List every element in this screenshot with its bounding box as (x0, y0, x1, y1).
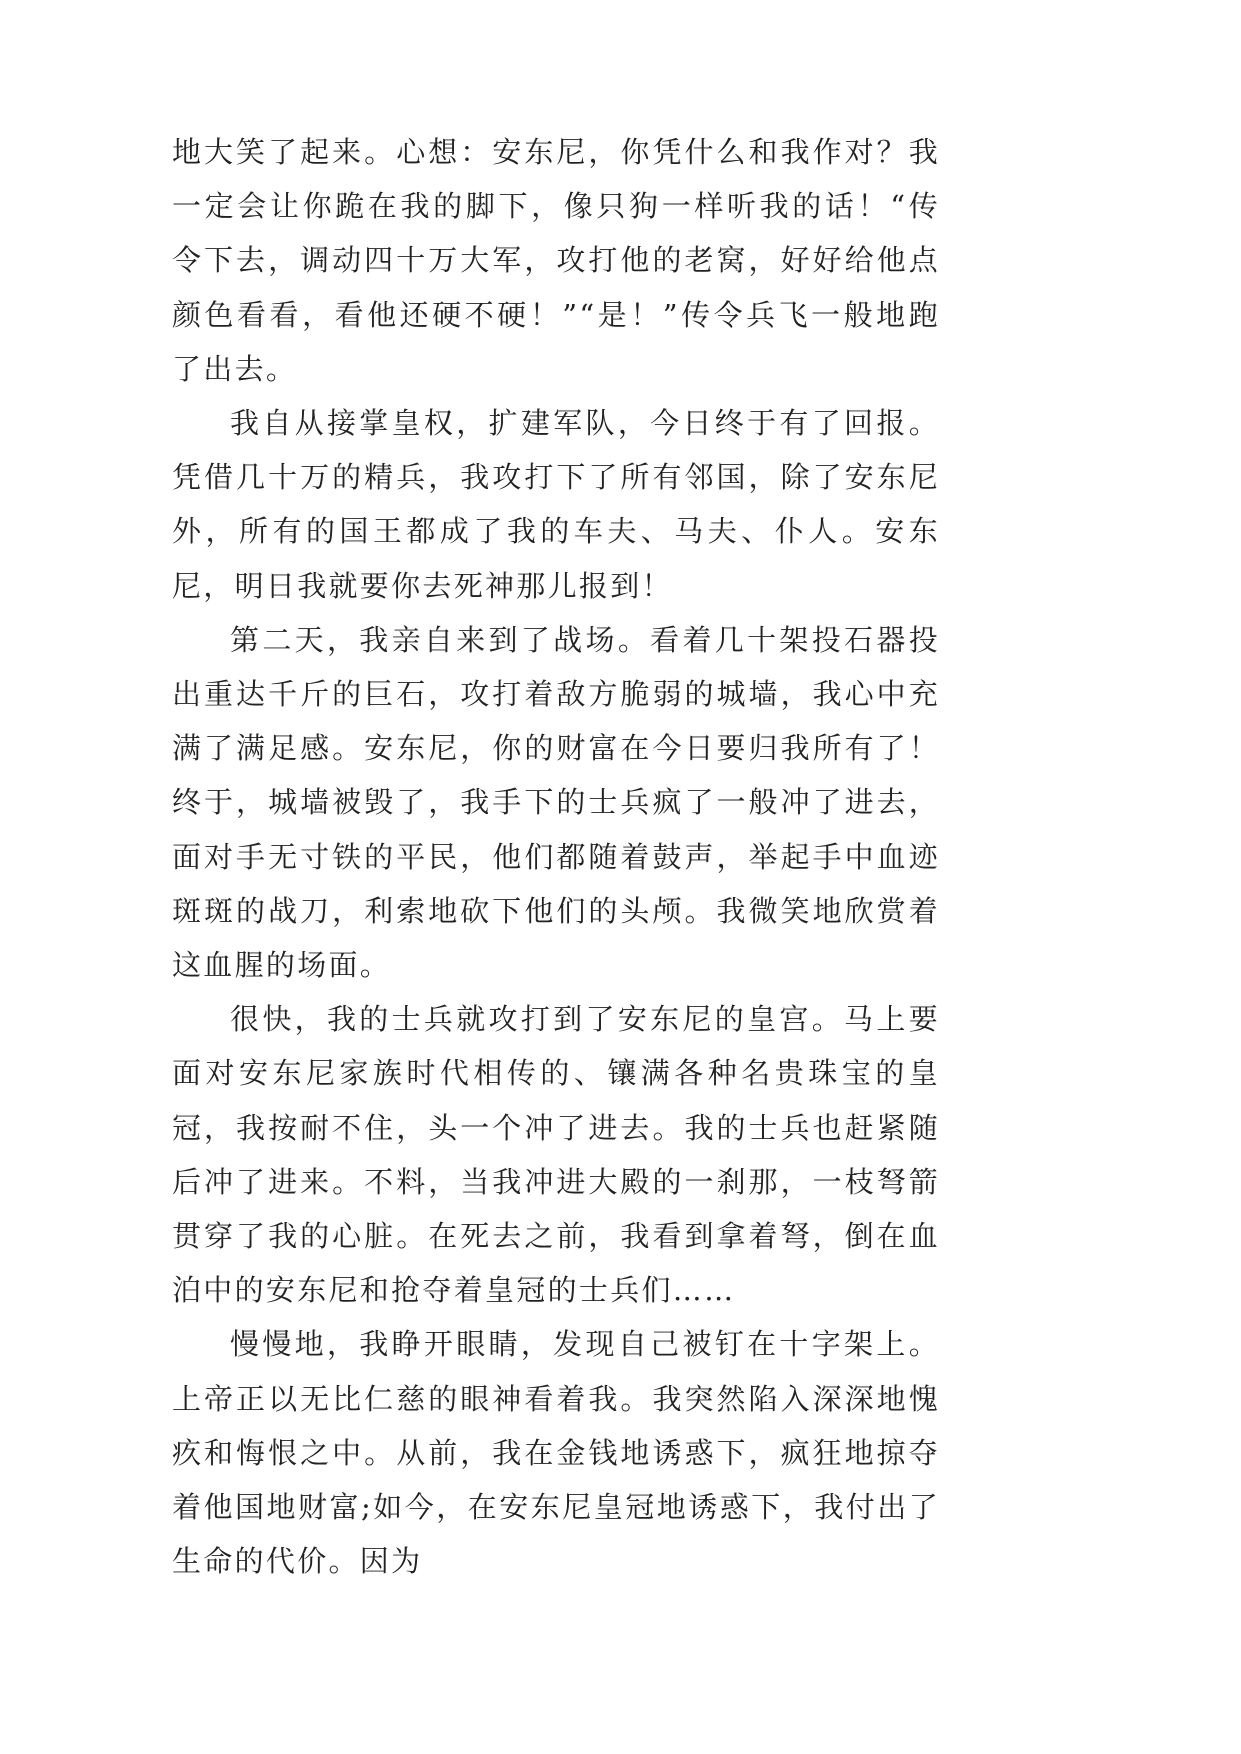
paragraph: 慢慢地，我睁开眼睛，发现自己被钉在十字架上。上帝正以无比仁慈的眼神看着我。我突然陷入深深地愧疚和悔恨之中。从前，我在金钱地诱惑下，疯狂地掠夺着他国地财富;如今，在安东尼皇冠地诱惑下，我付出了生命的代价。因为 (172, 1327, 940, 1579)
paragraph: 我自从接掌皇权，扩建军队，今日终于有了回报。凭借几十万的精兵，我攻打下了所有邻国，除了安东尼外，所有的国王都成了我的车夫、马夫、仆人。安东尼，明日我就要你去死神那儿报到！ (172, 406, 940, 603)
paragraph-continuation: 地大笑了起来。心想：安东尼，你凭什么和我作对？我一定会让你跪在我的脚下，像只狗一样听我的话！“传令下去，调动四十万大军，攻打他的老窝，好好给他点颜色看看，看他还硬不硬！”“是！”传令兵飞一般地跑了出去。 (172, 135, 940, 386)
paragraph: 第二天，我亲自来到了战场。看着几十架投石器投出重达千斤的巨石，攻打着敌方脆弱的城墙，我心中充满了满足感。安东尼，你的财富在今日要归我所有了！终于，城墙被毁了，我手下的士兵疯了一般冲了进去，面对手无寸铁的平民，他们都随着鼓声，举起手中血迹斑斑的战刀，利索地砍下他们的头颅。我微笑地欣赏着这血腥的场面。 (172, 622, 940, 983)
paragraph: 很快，我的士兵就攻打到了安东尼的皇宫。马上要面对安东尼家族时代相传的、镶满各种名贵珠宝的皇冠，我按耐不住，头一个冲了进去。我的士兵也赶紧随后冲了进来。不料，当我冲进大殿的一刹那，一枝弩箭贯穿了我的心脏。在死去之前，我看到拿着弩，倒在血泊中的安东尼和抢夺着皇冠的士兵们…… (172, 1002, 940, 1308)
document-page (172, 125, 940, 1588)
